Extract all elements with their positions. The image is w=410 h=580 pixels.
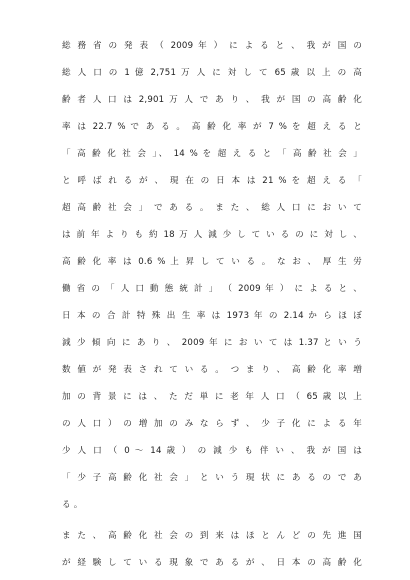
text-line: 総 人 口 の 1 億 2,751 万 人 に 対 し て 65 歳 以 上 の 高: [62, 68, 362, 78]
text-line: 総 務 省 の 発 表 （ 2009 年 ） に よ る と 、 我 が 国 の: [62, 41, 362, 51]
text-line: る 。: [62, 500, 83, 510]
text-line: 少 人 口 （ 0 〜 14 歳 ） の 減 少 も 伴 い 、 我 が 国 は: [62, 446, 362, 456]
text-line: 加 の 背 景 に は 、 た だ 単 に 老 年 人 口 （ 65 歳 以 上: [62, 392, 362, 402]
text-line: 高 齢 化 率 は 0.6 % 上 昇 し て い る 。 な お 、 厚 生 労: [62, 257, 362, 267]
text-line: 率 は 22.7 % で あ る 。 高 齢 化 率 が 7 % を 超 え る と: [62, 122, 362, 132]
text-line: 減 少 傾 向 に あ り 、 2009 年 に お い て は 1.37 と い う: [62, 338, 362, 348]
text-line: は 前 年 よ り も 約 18 万 人 減 少 し て い る の に 対 し 、: [62, 230, 362, 240]
text-line: ま た 、 高 齢 化 社 会 の 到 来 は ほ と ん ど の 先 進 国: [62, 531, 362, 541]
text-line: 齢 者 人 口 は 2,901 万 人 で あ り 、 我 が 国 の 高 齢 化: [62, 95, 362, 105]
text-line: 日 本 の 合 計 特 殊 出 生 率 は 1973 年 の 2.14 か ら ほ ぼ: [62, 311, 362, 321]
text-line: 働 省 の 「 人 口 動 態 統 計 」 （ 2009 年 ） に よ る と 、: [62, 284, 362, 294]
text-line: 「 高 齢 化 社 会 」、 14 % を 超 え る と 「 高 齢 社 会 」: [62, 149, 362, 159]
text-line: が 経 験 し て い る 現 象 で あ る が 、 日 本 の 高 齢 化: [62, 558, 362, 568]
text-line: 超 高 齢 社 会 」 で あ る 。 ま た 、 総 人 口 に お い て: [62, 203, 362, 213]
text-line: 数 値 が 発 表 さ れ て い る 。 つ ま り 、 高 齢 化 率 増: [62, 365, 362, 375]
text-line: と 呼 ば れ る が 、 現 在 の 日 本 は 21 % を 超 え る 「: [62, 176, 362, 186]
text-line: 「 少 子 高 齢 化 社 会 」 と い う 現 状 に あ る の で あ: [62, 473, 362, 483]
text-line: の 人 口 ） の 増 加 の み な ら ず 、 少 子 化 に よ る 年: [62, 419, 362, 429]
